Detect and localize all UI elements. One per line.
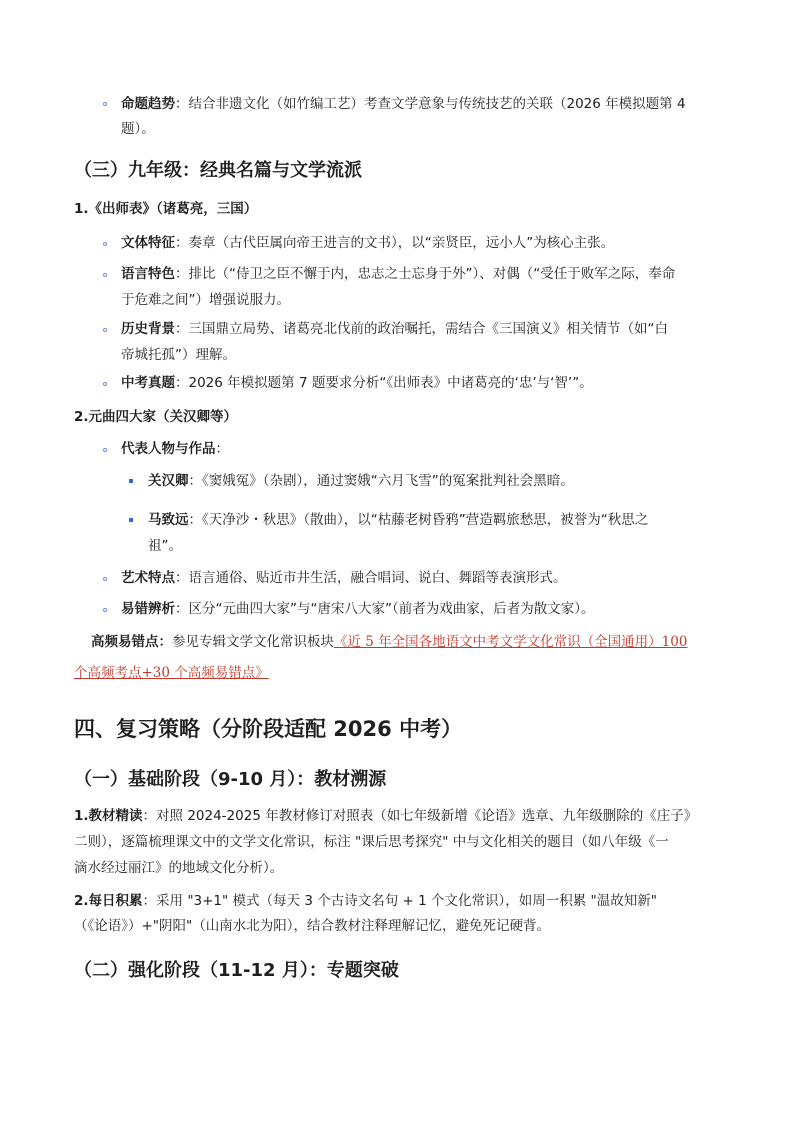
stage1-heading: （一）基础阶段（9-10 月）：教材溯源	[74, 769, 387, 790]
language-text: ：排比（“侍卫之臣不懈于内，忠志之士忘身于外”）、对偶（“受任于败军之际，奉命	[175, 266, 676, 282]
mazhiyuan-line-1	[148, 507, 768, 533]
bullet-circle	[103, 102, 107, 106]
bullet-circle	[103, 273, 107, 277]
stage1-p2-line-2: （《论语》）+"阴阳"（山南水北为阳），结合教材注释理解记忆，避免死记硬背。	[74, 918, 550, 934]
stage2-heading: （二）强化阶段（11-12 月）：专题突破	[74, 960, 399, 981]
high-freq-line-2	[74, 660, 269, 686]
trend-label: 命题趋势	[121, 96, 175, 112]
confusion-text: ：区分“元曲四大家”与“唐宋八大家”（前者为戏曲家，后者为散文家）。	[175, 601, 595, 617]
bullet-square	[129, 518, 133, 522]
confusion-label: 易错辨析	[121, 601, 175, 617]
bullet-circle	[103, 608, 107, 612]
mazhiyuan-text: ：《天净沙・秋思》（散曲），以“枯藤老树昏鸦”营造羁旅愁思，被誉为“秋思之	[188, 512, 649, 528]
high-freq-label: 高频易错点：	[91, 634, 172, 650]
genre-label: 文体特征	[121, 235, 175, 251]
bullet-square	[129, 479, 133, 483]
stage1-p2-line-1	[74, 888, 764, 914]
bullet-circle	[103, 577, 107, 581]
rep-label: 代表人物与作品	[121, 441, 216, 457]
bullet-circle	[103, 448, 107, 452]
stage1-p1-line-2: 二则），逐篇梳理课文中的文学文化常识，标注 "课后思考探究" 中与文化相关的题目（如八年级《一	[74, 834, 669, 850]
guanhanqing-label: 关汉卿	[148, 473, 189, 489]
art-label: 艺术特点	[121, 570, 175, 586]
language-label: 语言特色	[121, 266, 175, 282]
confusion-line	[121, 596, 761, 622]
high-freq-line-1	[91, 629, 751, 655]
mazhiyuan-label: 马致远	[148, 512, 189, 528]
exam-label: 中考真题	[121, 375, 175, 391]
rep-line	[121, 436, 229, 462]
history-line-1	[121, 316, 761, 342]
guanhanqing-text: ：《窦娥冤》（杂剧），通过窦娥“六月飞雪”的冤案批判社会黑暗。	[188, 473, 574, 489]
high-freq-intro: 参见专辑文学文化常识板块	[172, 634, 334, 650]
stage1-p1-text: ：对照 2024-2025 年教材修订对照表（如七年级新增《论语》选章、九年级删除的《庄子》	[142, 808, 698, 824]
stage1-p1-line-1	[74, 803, 764, 829]
language-line-1	[121, 261, 761, 287]
genre-text: ：奏章（古代臣属向帝王进言的文书），以“亲贤臣，远小人”为核心主张。	[175, 235, 615, 251]
exam-text: ：2026 年模拟题第 7 题要求分析“《出师表》中诸葛亮的‘忠’与‘智’”。	[175, 375, 593, 391]
stage1-p1-line-3: 滴水经过丽江》的地域文化分析）。	[74, 860, 284, 876]
trend-line-2: 题）。	[121, 121, 155, 137]
history-text: ：三国鼎立局势、诸葛亮北伐前的政治嘱托，需结合《三国演义》相关情节（如“白	[175, 321, 668, 337]
yuanqu-heading: 2.元曲四大家（关汉卿等）	[74, 409, 238, 425]
genre-line	[121, 230, 761, 256]
language-line-2: 于危难之间”）增强说服力。	[121, 292, 290, 308]
grade9-heading: （三）九年级：经典名篇与文学流派	[74, 160, 362, 181]
art-line	[121, 565, 761, 591]
stage1-p2-label: 2.每日积累	[74, 893, 143, 909]
chushibiao-heading: 1.《出师表》（诸葛亮，三国）	[74, 201, 258, 217]
guanhanqing-line	[148, 468, 768, 494]
art-text: ：语言通俗、贴近市井生活，融合唱词、说白、舞蹈等表演形式。	[175, 570, 567, 586]
bullet-circle	[103, 382, 107, 386]
stage1-p2-text: ：采用 "3+1" 模式（每天 3 个古诗文名句 + 1 个文化常识），如周一积累 "温故知新"	[142, 893, 657, 909]
trend-line-1	[121, 91, 761, 117]
resource-link[interactable]: 《近 5 年全国各地语文中考文学文化常识（全国通用）100	[334, 634, 688, 650]
history-line-2: 帝城托孤”）理解。	[121, 347, 236, 363]
mazhiyuan-line-2: 祖”。	[148, 538, 182, 554]
exam-line	[121, 370, 761, 396]
rep-colon: ：	[215, 441, 229, 457]
resource-link-continued[interactable]: 个高频考点+30 个高频易错点》	[74, 665, 269, 681]
trend-text: ：结合非遗文化（如竹编工艺）考查文学意象与传统技艺的关联（2026 年模拟题第 4	[175, 96, 686, 112]
bullet-circle	[103, 328, 107, 332]
bullet-circle	[103, 242, 107, 246]
history-label: 历史背景	[121, 321, 175, 337]
strategy-heading: 四、复习策略（分阶段适配 2026 中考）	[74, 717, 463, 741]
stage1-p1-label: 1.教材精读	[74, 808, 143, 824]
